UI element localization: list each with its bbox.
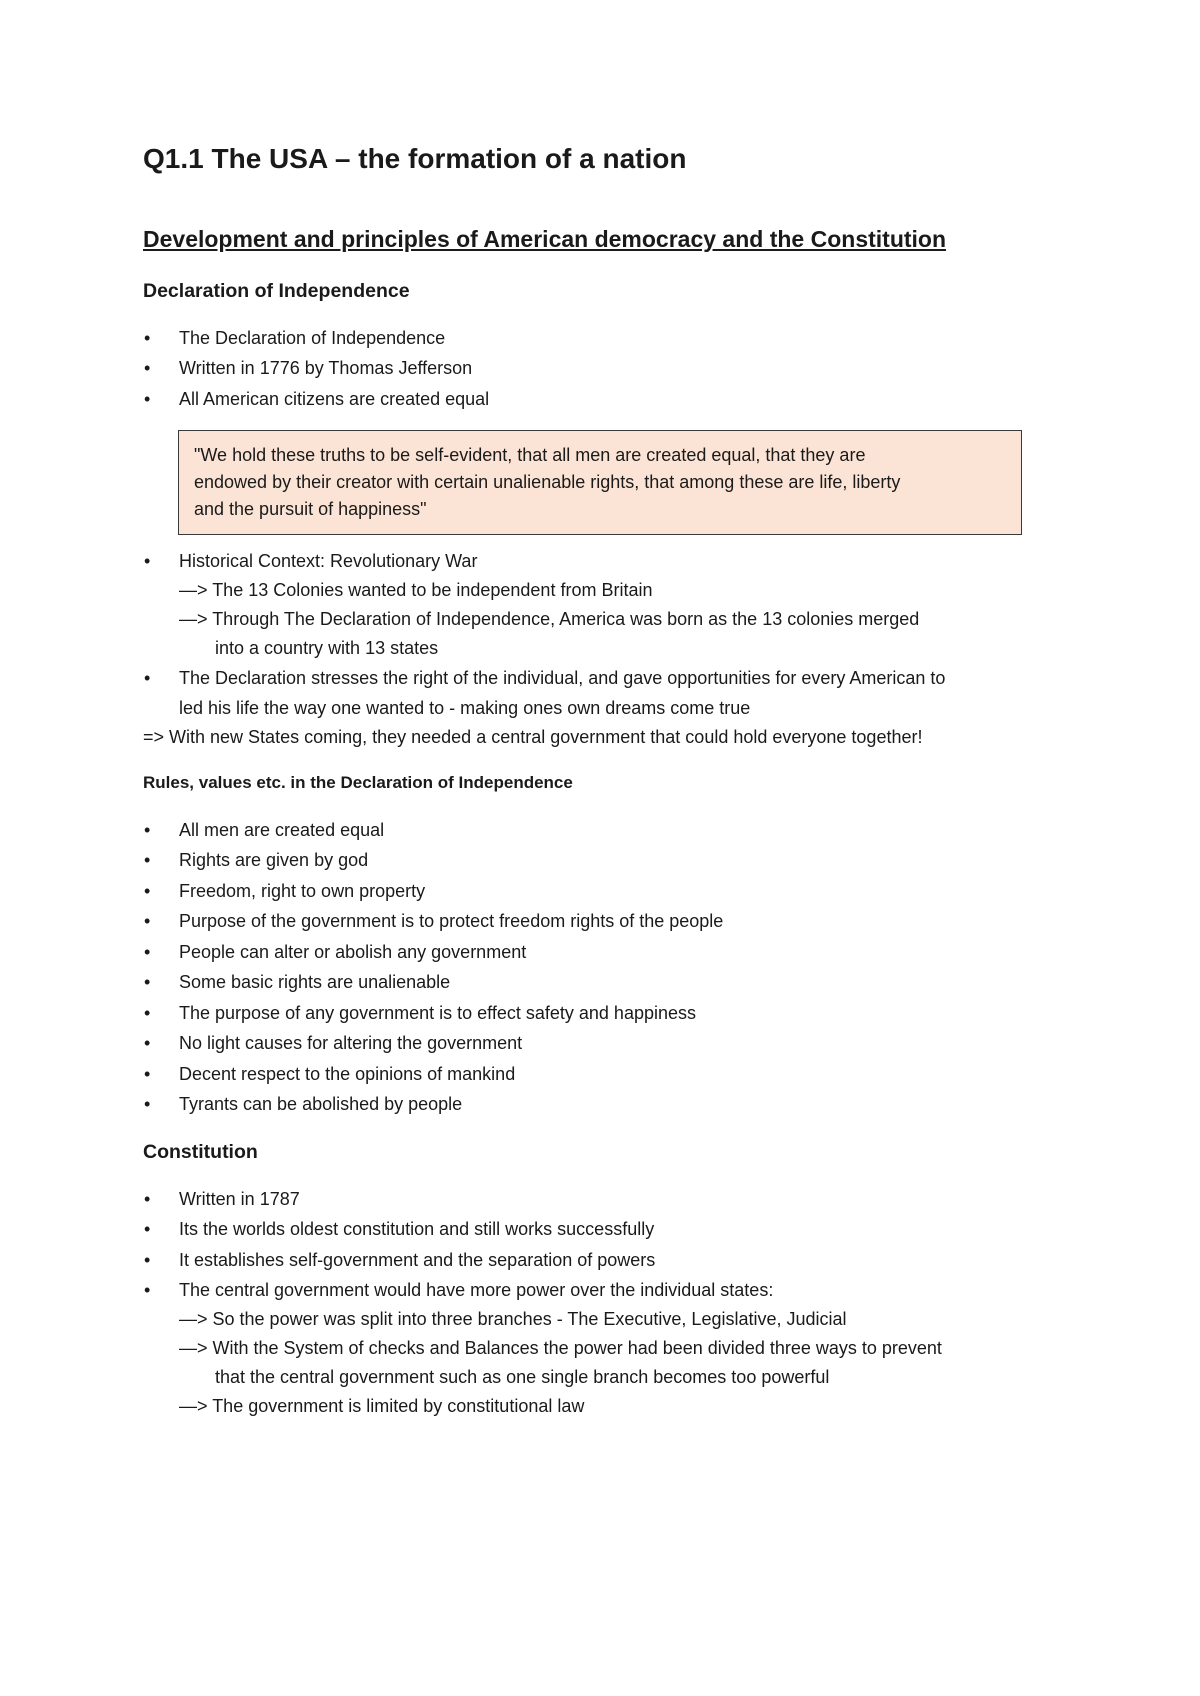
list-item: • Its the worlds oldest constitution and still works successfully	[144, 1219, 655, 1239]
sub-item: —> The 13 Colonies wanted to be independent from Britain	[179, 580, 653, 600]
conclusion-text: => With new States coming, they needed a central government that could hold everyone together!	[143, 727, 923, 747]
bullet-icon: •	[144, 820, 151, 840]
bullet-icon: •	[144, 1094, 151, 1114]
bullet-icon: •	[144, 551, 151, 571]
list-item: • The central government would have more power over the individual states:	[144, 1280, 774, 1300]
constitution-heading: Constitution	[143, 1141, 258, 1163]
quote-line: endowed by their creator with certain unalienable rights, that among these are life, liberty	[194, 472, 901, 492]
rules-heading: Rules, values etc. in the Declaration of Independence	[143, 773, 573, 792]
list-item: • The Declaration stresses the right of the individual, and gave opportunities for every American to	[144, 668, 946, 688]
bullet-icon: •	[144, 911, 151, 931]
bullet-icon: •	[144, 881, 151, 901]
bullet-icon: •	[144, 972, 151, 992]
list-item: • All men are created equal	[144, 820, 385, 840]
sub-item: —> Through The Declaration of Independence, America was born as the 13 colonies merged	[179, 609, 920, 629]
list-item: • Freedom, right to own property	[144, 881, 426, 901]
bullet-icon: •	[144, 1250, 151, 1270]
bullet-icon: •	[144, 942, 151, 962]
bullet-icon: •	[144, 1219, 151, 1239]
bullet-icon: •	[144, 1033, 151, 1053]
list-item: • No light causes for altering the government	[144, 1033, 523, 1053]
list-item: • Purpose of the government is to protect freedom rights of the people	[144, 911, 724, 931]
sub-item-continuation: into a country with 13 states	[215, 638, 439, 658]
list-item: • Tyrants can be abolished by people	[144, 1094, 463, 1114]
sub-item-continuation: that the central government such as one single branch becomes too powerful	[215, 1367, 830, 1387]
list-item: • Historical Context: Revolutionary War	[144, 551, 478, 571]
list-item: • Decent respect to the opinions of mankind	[144, 1064, 516, 1084]
declaration-heading: Declaration of Independence	[143, 280, 410, 302]
bullet-icon: •	[144, 1003, 151, 1023]
list-item: • Written in 1776 by Thomas Jefferson	[144, 358, 473, 378]
sub-item: —> The government is limited by constitutional law	[179, 1396, 585, 1416]
quote-box	[178, 430, 1022, 535]
bullet-icon: •	[144, 328, 151, 348]
list-item: • The purpose of any government is to effect safety and happiness	[144, 1003, 696, 1023]
bullet-icon: •	[144, 1280, 151, 1300]
bullet-icon: •	[144, 668, 151, 688]
quote-line: "We hold these truths to be self-evident, that all men are created equal, that they are	[194, 445, 866, 465]
sub-item: —> So the power was split into three branches - The Executive, Legislative, Judicial	[179, 1309, 847, 1329]
list-item-continuation: led his life the way one wanted to - making ones own dreams come true	[179, 698, 751, 718]
list-item: • Written in 1787	[144, 1189, 300, 1209]
bullet-icon: •	[144, 1064, 151, 1084]
list-item: • Some basic rights are unalienable	[144, 972, 451, 992]
list-item: • All American citizens are created equal	[144, 389, 490, 409]
bullet-icon: •	[144, 358, 151, 378]
list-item: • The Declaration of Independence	[144, 328, 446, 348]
bullet-icon: •	[144, 1189, 151, 1209]
bullet-icon: •	[144, 850, 151, 870]
page-title: Q1.1 The USA – the formation of a nation	[143, 143, 687, 174]
list-item: • Rights are given by god	[144, 850, 369, 870]
sub-item: —> With the System of checks and Balances the power had been divided three ways to prevent	[179, 1338, 942, 1358]
main-heading: Development and principles of American democracy and the Constitution	[143, 226, 947, 252]
quote-line: and the pursuit of happiness"	[194, 499, 427, 519]
bullet-icon: •	[144, 389, 151, 409]
list-item: • It establishes self-government and the separation of powers	[144, 1250, 656, 1270]
list-item: • People can alter or abolish any government	[144, 942, 527, 962]
